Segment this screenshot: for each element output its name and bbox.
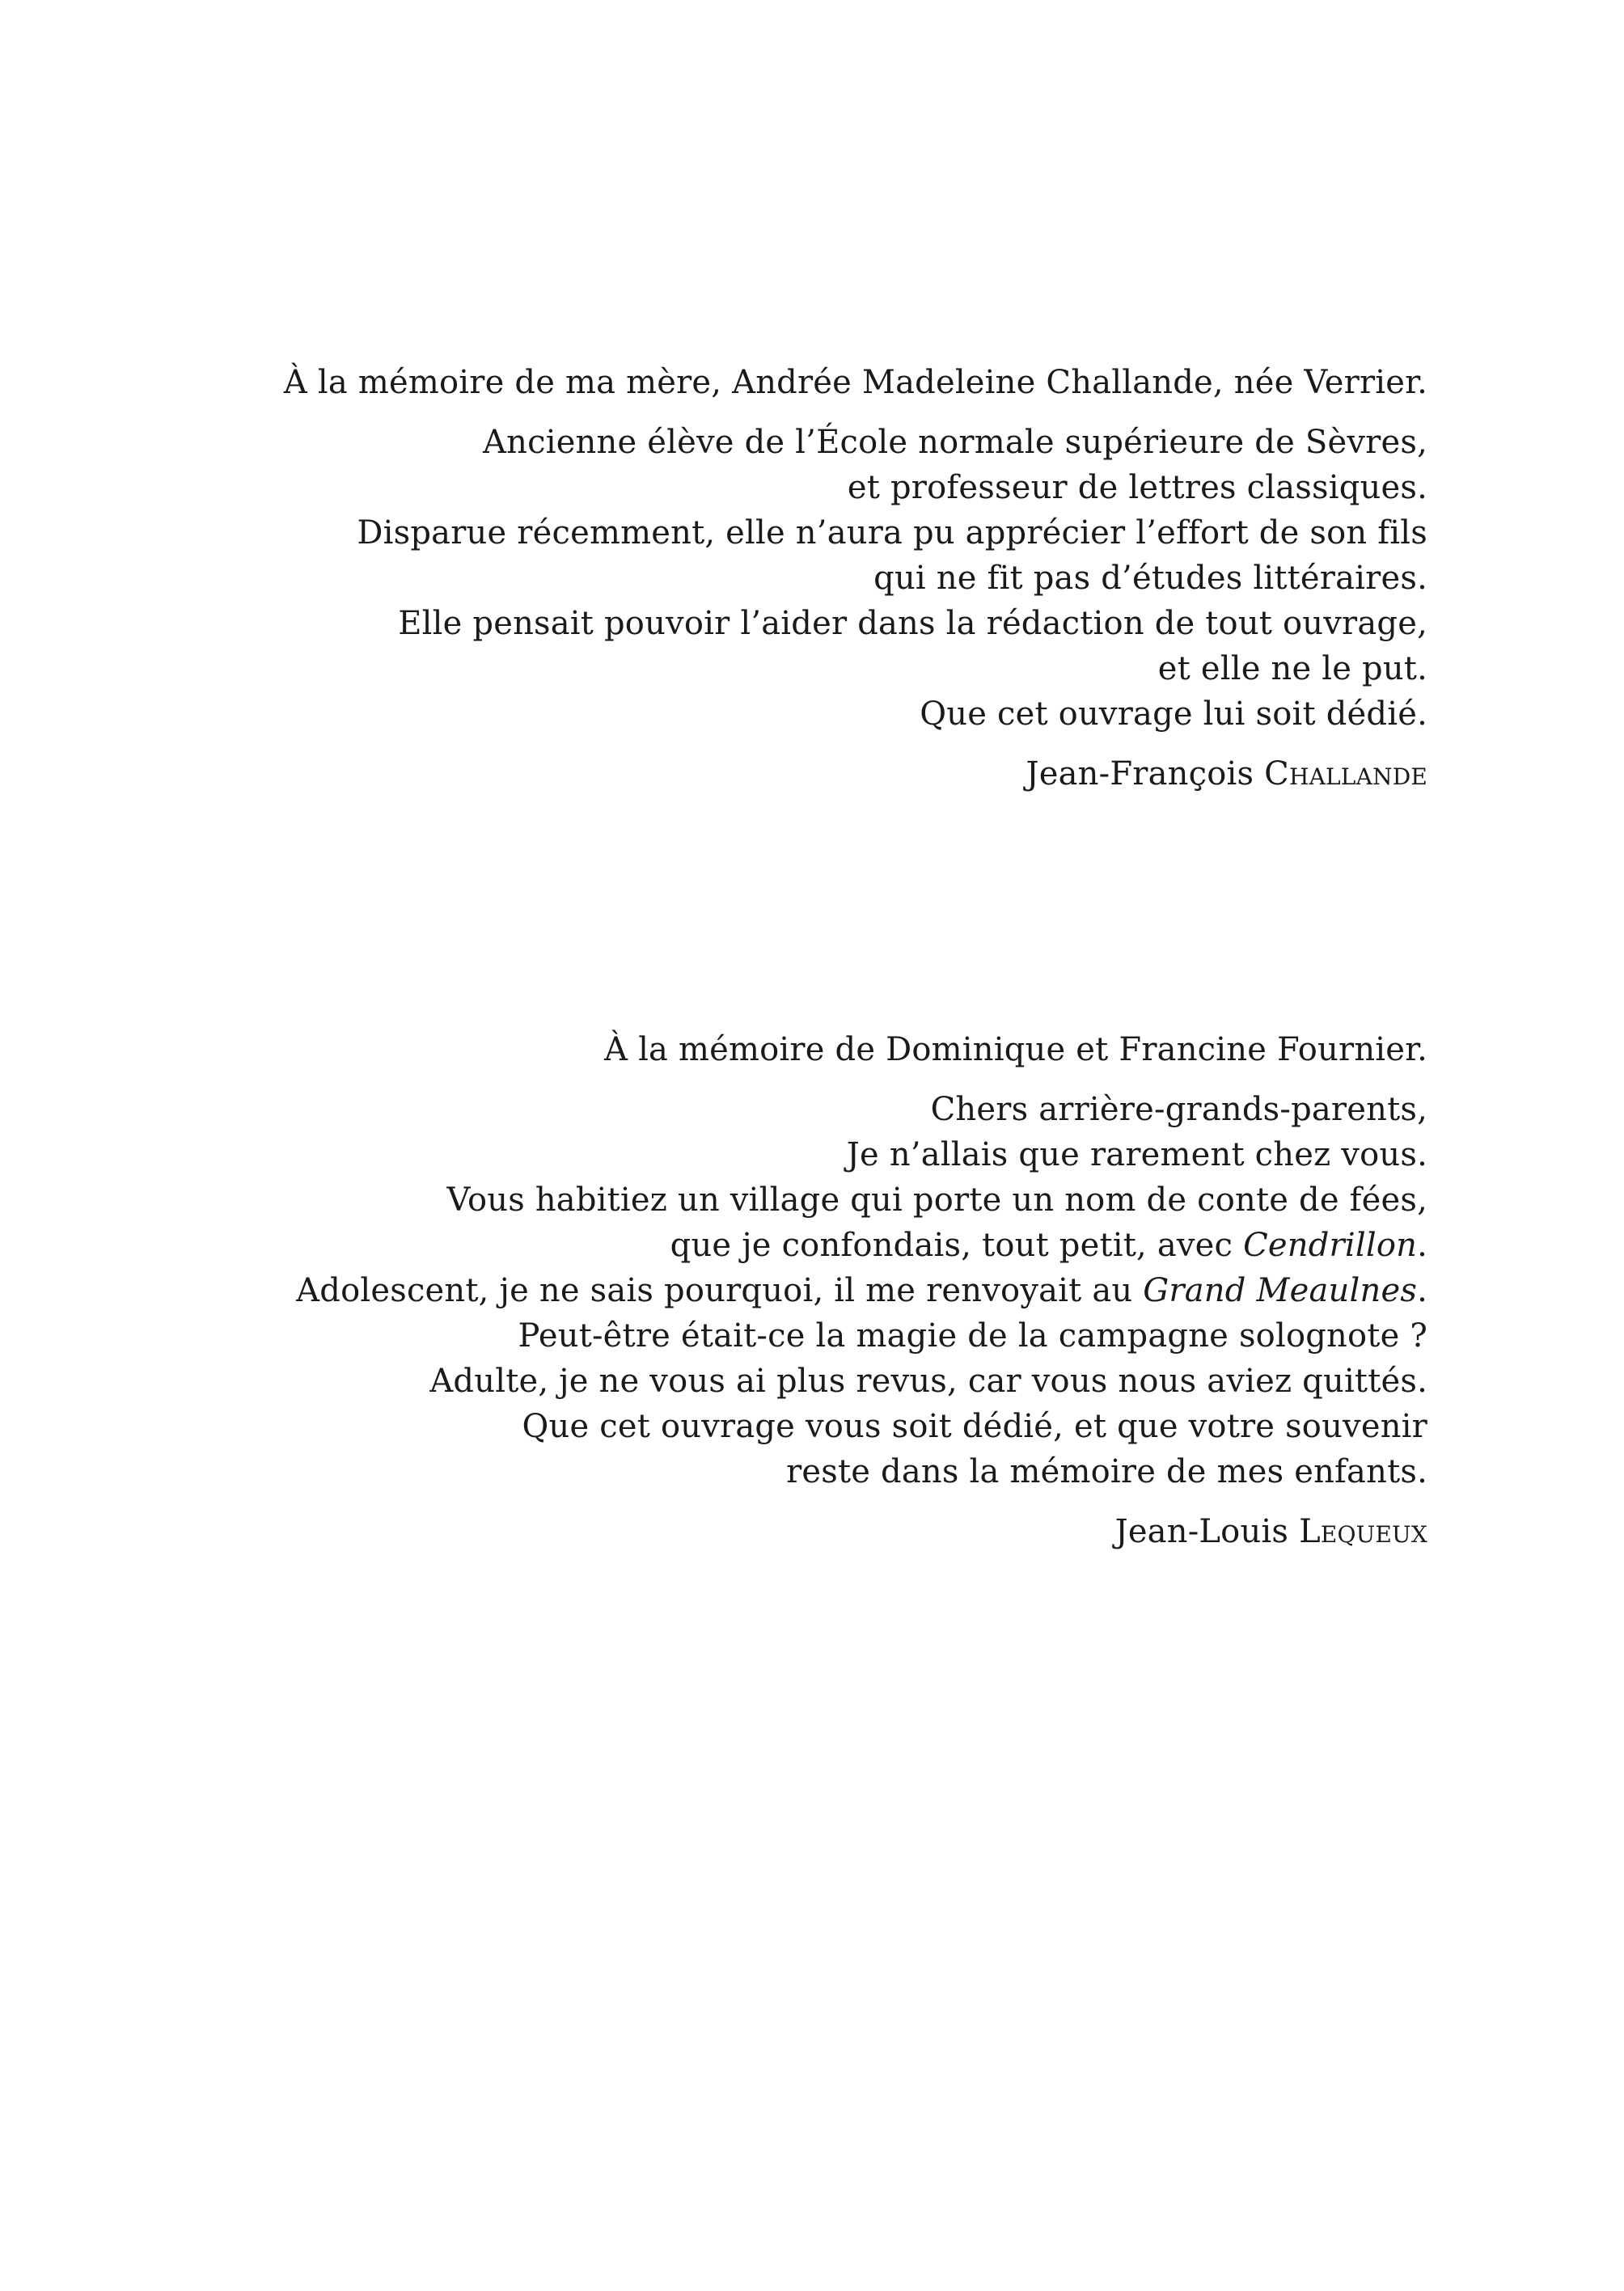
dedication-line: Elle pensait pouvoir l’aider dans la rédaction de tout ouvrage, [398,605,1427,642]
dedication-body [284,420,1427,737]
dedication-great-grandparents [296,1027,1427,1554]
dedication-line: et professeur de lettres classiques. [847,469,1427,506]
dedication-line: Disparue récemment, elle n’aura pu apprécier l’effort de son fils [357,514,1427,552]
dedication-line: qui ne fit pas d’études littéraires. [873,560,1427,597]
dedication-line: et elle ne le put. [1157,650,1427,687]
line-text: . [1417,1272,1427,1309]
dedication-line [296,1223,1427,1268]
dedication-line: Ancienne élève de l’École normale supérieure de Sèvres, [483,424,1427,461]
dedication-line: Que cet ouvrage vous soit dédié, et que votre souvenir [522,1408,1427,1445]
signature [296,1509,1427,1554]
dedication-line: Peut-être était-ce la magie de la campagne solognote ? [518,1317,1427,1355]
title-grand-meaulnes: Grand Meaulnes [1143,1272,1418,1309]
dedication-line: reste dans la mémoire de mes enfants. [786,1453,1427,1490]
title-cendrillon: Cendrillon [1243,1227,1418,1264]
dedication-line: Vous habitiez un village qui porte un nom de conte de fées, [446,1181,1427,1219]
signature-first-name: Jean-Louis [1114,1513,1289,1550]
signature-first-name: Jean-François [1026,755,1254,793]
signature-last-name: Lequeux [1299,1513,1427,1550]
dedication-line: Chers arrière-grands-parents, [930,1091,1427,1128]
dedication-heading: À la mémoire de Dominique et Francine Fournier. [604,1031,1427,1068]
dedication-line: Adulte, je ne vous ai plus revus, car vous nous aviez quittés. [429,1363,1427,1400]
dedication-heading: À la mémoire de ma mère, Andrée Madeleine Challande, née Verrier. [283,364,1427,401]
dedication-line: Je n’allais que rarement chez vous. [846,1136,1427,1173]
line-text: que je confondais, tout petit, avec [670,1227,1244,1264]
line-text: Adolescent, je ne sais pourquoi, il me renvoyait au [296,1272,1144,1309]
dedication-body [296,1087,1427,1494]
line-text: . [1417,1227,1427,1264]
signature [284,751,1427,797]
dedication-line [296,1268,1427,1313]
dedication-line: Que cet ouvrage lui soit dédié. [920,695,1427,733]
signature-last-name: Challande [1264,755,1427,793]
dedication-mother [284,360,1427,797]
